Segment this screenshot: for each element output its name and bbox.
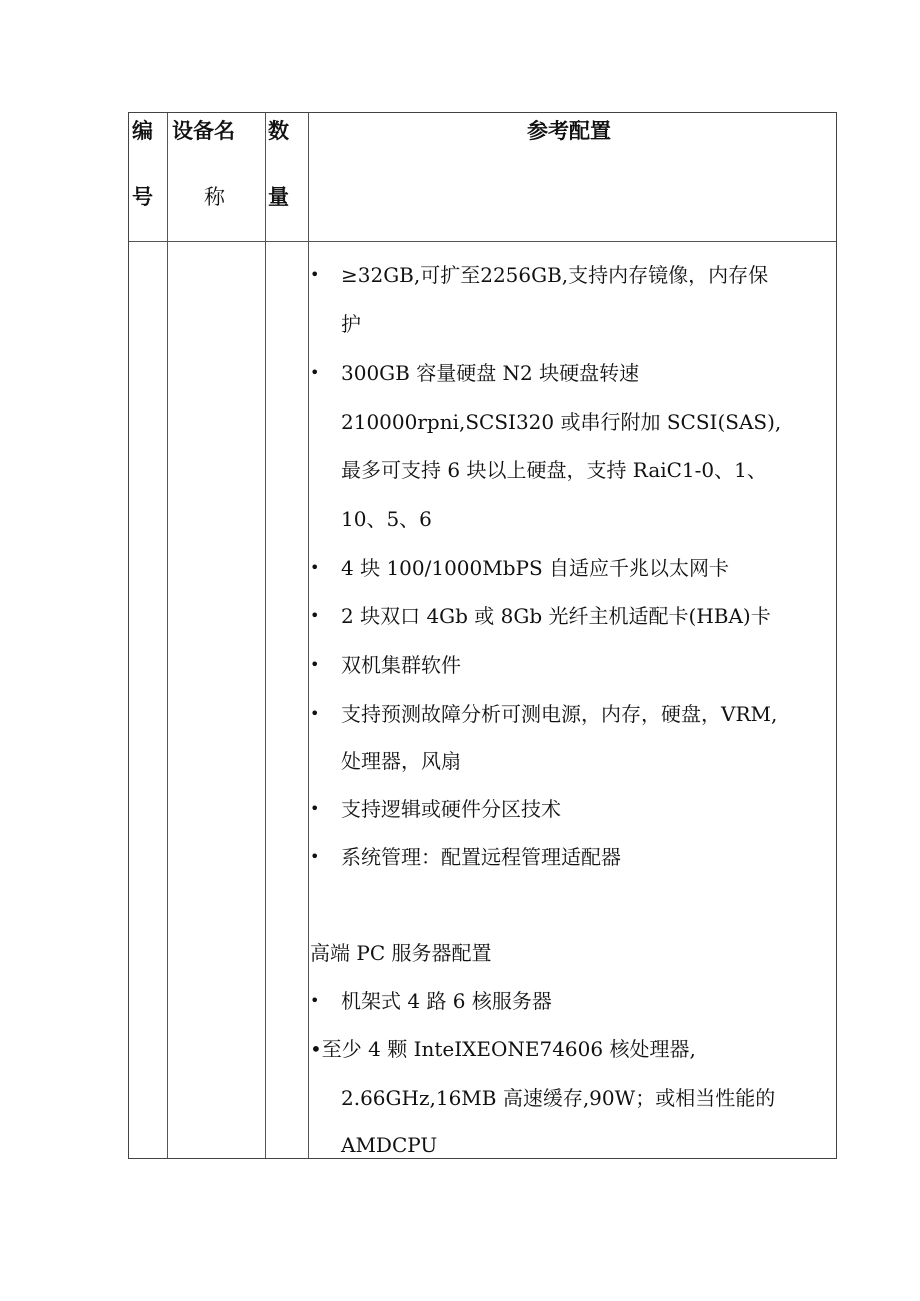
header-device-name-cont: 称 bbox=[204, 185, 225, 209]
header-reference-config: 参考配置 bbox=[527, 119, 611, 143]
column-divider bbox=[265, 113, 266, 1158]
header-quantity: 数 bbox=[268, 119, 289, 143]
spec-table: 编 号 设备名 称 数 量 参考配置 • ≥32GB,可扩至2256GB,支持内存镜像，内存保 护 • 300GB 容量硬盘 N2 块硬盘转速 210000rpni,SCSI320 或串行附加 SCSI(SAS), 最多可支持 6 块以上硬盘，支持 RaiC1-0、1、 10、5、6 • 4 块 100/1000MbPS 自适应千兆以太网卡 • 2 块双口 4Gb 或 8Gb 光纤主机适配卡(HBA)卡 • 双机集群软件 • 支持预测故障分析可测电源，内存，硬盘，VRM, 处理器，风扇 • 支持逻辑或硬件分区技术 • 系统管理：配置远程管理适配器 高端 PC 服务器配置 • 机架式 4 路 6 核服务器 •至少 4 颗 InteIXEONE74606 核处理器, 2.66GHz,16MB 高速缓存,90W；或相当性能的 AMDCPU bbox=[128, 112, 837, 1159]
header-device-name: 设备名 bbox=[172, 119, 235, 143]
header-number: 编 bbox=[132, 119, 153, 143]
column-divider bbox=[308, 113, 309, 1158]
header-divider bbox=[129, 241, 836, 242]
header-number-cont: 号 bbox=[132, 185, 153, 209]
header-quantity-cont: 量 bbox=[268, 185, 289, 209]
column-divider bbox=[167, 113, 168, 1158]
